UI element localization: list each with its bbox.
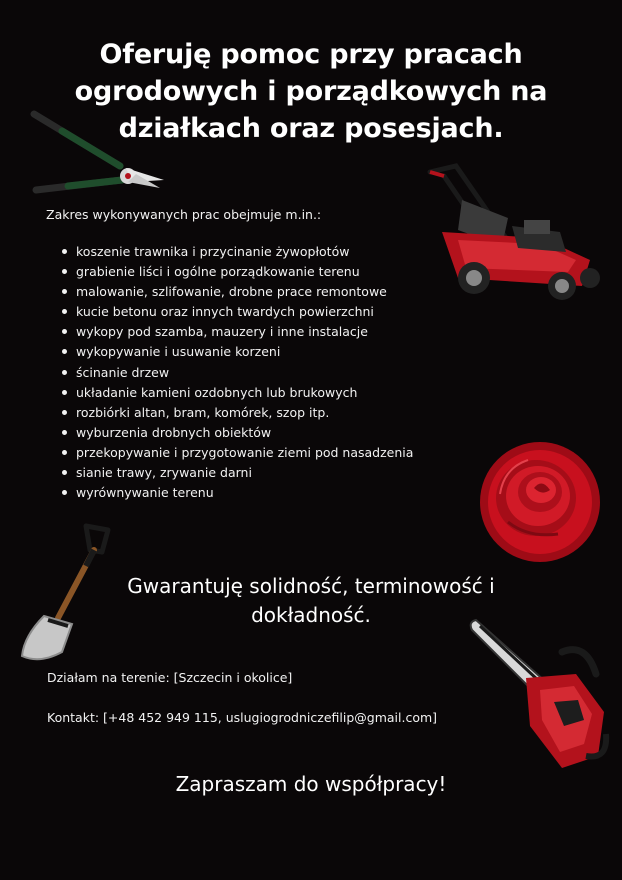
list-item: wykopy pod szamba, mauzery i inne instalacje [62,322,413,342]
lawn-mower-icon [422,160,604,305]
list-item: rozbiórki altan, bram, komórek, szop itp. [62,403,413,423]
contact-info: Kontakt: [+48 452 949 115, uslugiogrodniczefilip@gmail.com] [47,710,438,725]
guarantee-text [96,572,526,630]
list-item: malowanie, szlifowanie, drobne prace remontowe [62,282,413,302]
list-item: układanie kamieni ozdobnych lub brukowych [62,383,413,403]
invitation-text: Zapraszam do współpracy! [175,772,447,796]
guarantee-line-1: Gwarantuję solidność, terminowość i [127,574,495,598]
guarantee-line-2: dokładność. [251,603,371,627]
list-item: wyrównywanie terenu [62,483,413,503]
list-item: wyburzenia drobnych obiektów [62,423,413,443]
list-item: sianie trawy, zrywanie darni [62,463,413,483]
chainsaw-icon [466,616,611,776]
service-area: Działam na terenie: [Szczecin i okolice] [47,670,293,685]
rose-icon [478,438,602,564]
list-item: przekopywanie i przygotowanie ziemi pod nasadzenia [62,443,413,463]
list-item: kucie betonu oraz innych twardych powierzchni [62,302,413,322]
title-line-2: ogrodowych i porządkowych na [74,76,548,107]
list-item: ścinanie drzew [62,363,413,383]
pruning-shears-icon [28,108,168,198]
scope-intro: Zakres wykonywanych prac obejmuje m.in.: [46,207,322,222]
list-item: wykopywanie i usuwanie korzeni [62,342,413,362]
list-item: koszenie trawnika i przycinanie żywopłotów [62,242,413,262]
title-line-1: Oferuję pomoc przy pracach [99,39,523,70]
title-line-3: działkach oraz posesjach. [118,113,504,144]
list-item: grabienie liści i ogólne porządkowanie terenu [62,262,413,282]
services-list [62,242,413,503]
